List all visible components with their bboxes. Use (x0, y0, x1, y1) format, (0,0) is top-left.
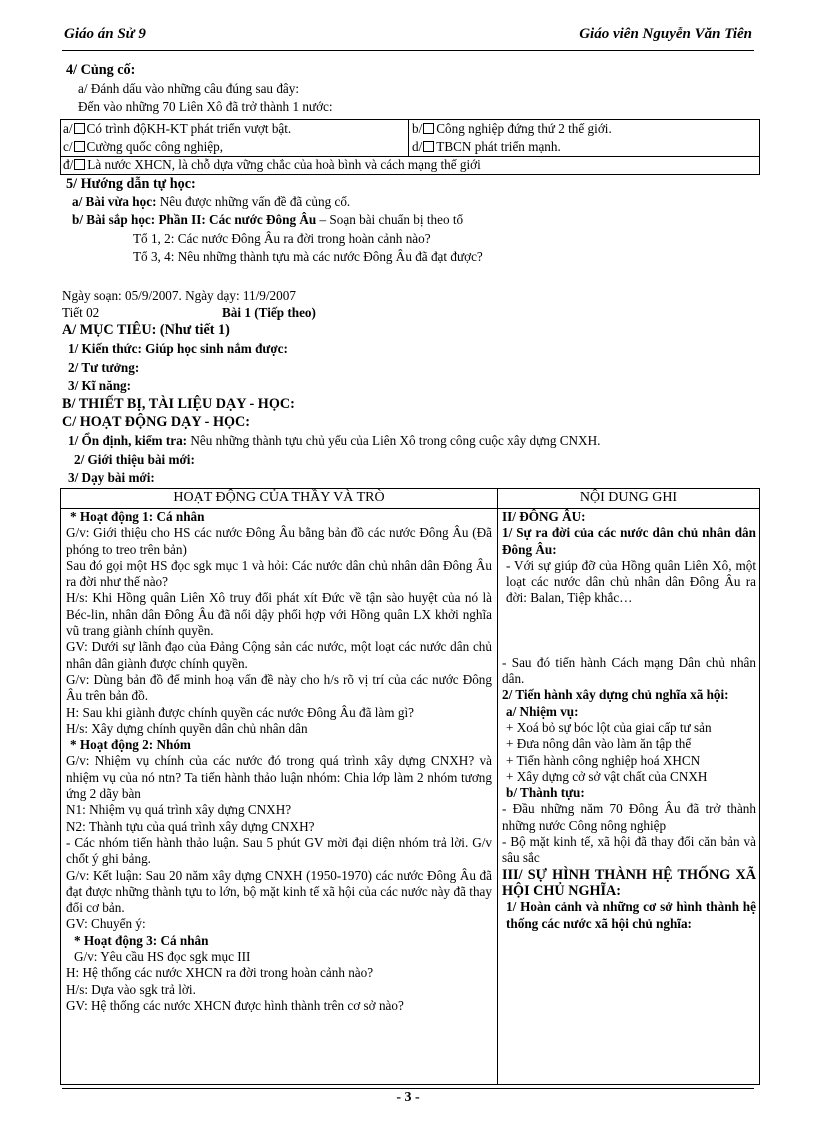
lesson-thought: 2/ Tư tưởng: (68, 360, 140, 375)
table-paragraph: G/v: Giới thiệu cho HS các nước Đông Âu bằng bản đồ các nước Đông Âu (Đã phóng to treo trên bản) (66, 525, 492, 557)
table-paragraph: G/v: Nhiệm vụ chính của các nước đó trong quá trình xây dựng CNXH? và nhiệm vụ của nó ntn? Ta tiến hành thảo luận nhóm: Chia lớp làm 2 nhóm tương ứng 2 dãy bàn (66, 753, 492, 802)
lesson-dates: Ngày soạn: 05/9/2007. Ngày dạy: 11/9/2007 (62, 288, 296, 303)
checkbox-icon[interactable] (423, 123, 434, 134)
section-heading: 2/ Tiến hành xây dựng chủ nghĩa xã hội: (502, 687, 729, 703)
table-paragraph: + Xoá bỏ sự bóc lột của giai cấp tư sản (506, 719, 712, 735)
table-paragraph: - Sau đó tiến hành Cách mạng Dân chủ nhân dân. (502, 654, 756, 687)
lesson-intro: 2/ Giới thiệu bài mới: (74, 452, 195, 467)
table-paragraph: N2: Thành tựu của quá trình xây dựng CNXH? (66, 818, 315, 834)
lesson-period: Tiết 02 (62, 305, 100, 320)
header-subject: Giáo án Sử 9 (64, 26, 146, 42)
table-paragraph: - Các nhóm tiến hành thảo luận. Sau 5 phút GV mời đại diện nhóm trả lời. G/v chốt ý ghi bảng. (66, 834, 492, 867)
section-heading: a/ Nhiệm vụ: (506, 703, 579, 719)
lesson-objectives: A/ MỤC TIÊU: (Như tiết 1) (62, 322, 230, 338)
table-paragraph: H/s: Dựa vào sgk trả lời. (66, 981, 196, 997)
option-c-text: Cường quốc công nghiệp, (86, 139, 223, 154)
option-dd-label: đ/ (63, 157, 74, 172)
table-paragraph: GV: Dưới sự lãnh đạo của Đảng Cộng sản các nước, một loạt các nước dân chủ nhân dân giành được chính quyền. (66, 639, 492, 671)
table-head-right: NỘI DUNG GHI (579, 490, 678, 505)
page-number: - 3 - (396, 1090, 420, 1105)
lesson-activities: C/ HOẠT ĐỘNG DẠY - HỌC: (62, 414, 250, 430)
option-c (63, 139, 223, 155)
table-spacer (502, 607, 756, 655)
guide-next (72, 212, 463, 228)
table-paragraph: - Đầu những năm 70 Đông Âu đã trở thành những nước Công nông nghiệp (502, 801, 756, 833)
checkbox-icon[interactable] (74, 123, 85, 134)
consolidate-instruction: a/ Đánh dấu vào những câu đúng sau đây: (78, 81, 300, 96)
table-paragraph: N1: Nhiệm vụ quá trình xây dựng CNXH? (66, 802, 292, 818)
option-a-text: Có trình độKH-KT phát triển vượt bật. (86, 121, 292, 136)
table-paragraph: G/v: Dùng bản đồ để minh hoạ vấn đề này cho h/s rõ vị trí của các nước Đông Âu trên bản đồ. (66, 671, 492, 704)
lesson-title: Bài 1 (Tiếp theo) (222, 305, 316, 320)
page-header (62, 22, 754, 51)
guide-learned (72, 194, 350, 210)
consolidate-heading: 4/ Củng cố: (66, 62, 136, 78)
lesson-teach: 3/ Dạy bài mới: (68, 470, 155, 485)
table-left-column (66, 509, 492, 1014)
table-head-left: HOẠT ĐỘNG CỦA THẦY VÀ TRÒ (173, 490, 385, 505)
footer-rule (62, 1088, 754, 1089)
guide-group1: Tổ 1, 2: Các nước Đông Âu ra đời trong hoàn cảnh nào? (133, 231, 431, 246)
table-paragraph: H/s: Xây dựng chính quyền dân chủ nhân dân (66, 720, 308, 736)
activity-heading: * Hoạt động 1: Cá nhân (70, 509, 205, 524)
table-paragraph: G/v: Yêu cầu HS đọc sgk mục III (74, 949, 251, 965)
lesson-stabilize-text: Nêu những thành tựu chủ yếu của Liên Xô trong công cuộc xây dựng CNXH. (190, 433, 601, 448)
lesson-skills: 3/ Kĩ năng: (68, 378, 132, 393)
table-right-column (502, 509, 756, 932)
table-paragraph: H: Sau khi giành được chính quyền các nước Đông Âu đã làm gì? (66, 704, 414, 720)
option-d (412, 139, 561, 155)
options-table (60, 119, 760, 175)
consolidate-stem: Đến vào những 70 Liên Xô đã trở thành 1 nước: (78, 99, 333, 114)
checkbox-icon[interactable] (74, 141, 85, 152)
lesson-stabilize-label: 1/ Ổn định, kiểm tra: (68, 433, 188, 448)
section-heading: 1/ Hoàn cảnh và những cơ sở hình thành hệ thống các nước xã hội chủ nghĩa: (506, 899, 756, 931)
option-b-text: Công nghiệp đứng thứ 2 thế giới. (436, 121, 612, 136)
table-paragraph: + Tiến hành công nghiệp hoá XHCN (506, 752, 701, 768)
option-c-label: c/ (63, 139, 73, 154)
table-paragraph: + Đưa nông dân vào làm ăn tập thể (506, 736, 692, 752)
option-d-text: TBCN phát triển mạnh. (436, 139, 561, 154)
guide-next-part: Phần II: Các nước Đông Âu (158, 212, 317, 227)
option-d-label: d/ (412, 139, 423, 154)
table-paragraph: - Với sự giúp đỡ của Hồng quân Liên Xô, một loạt các nước dân chủ nhân dân Đông Âu ra đời: Balan, Tiệp khắc… (506, 557, 756, 606)
table-paragraph: GV: Hệ thống các nước XHCN được hình thành trên cơ sở nào? (66, 997, 404, 1013)
table-paragraph: G/v: Kết luận: Sau 20 năm xây dựng CNXH (1950-1970) các nước Đông Âu đã đạt được những thành tựu to lớn, bộ mặt kinh tế xã hội của các nước này đã thay đổi cơ bản. (66, 867, 492, 916)
lesson-knowledge: 1/ Kiến thức: Giúp học sinh nắm được: (68, 341, 288, 356)
guide-heading: 5/ Hướng dẫn tự học: (66, 176, 196, 192)
section-heading: 1/ Sự ra đời của các nước dân chủ nhân dân Đông Âu: (502, 525, 756, 557)
options-divider (408, 120, 409, 156)
option-b (412, 121, 612, 137)
section-heading: II/ ĐÔNG ÂU: (502, 509, 586, 524)
option-b-label: b/ (412, 121, 423, 136)
header-teacher: Giáo viên Nguyễn Văn Tiên (579, 26, 752, 42)
lesson-equipment: B/ THIẾT BỊ, TÀI LIỆU DẠY - HỌC: (62, 396, 295, 412)
lesson-stabilize (68, 433, 600, 449)
table-paragraph: H/s: Khi Hồng quân Liên Xô truy đổi phát xít Đức về tận sào huyệt của nó là Béc-lin, nhân dân Đông Âu đã nổi dậy phối hợp với Hồng quân LX khởi nghĩa vũ trang giành chính quyền. (66, 590, 492, 639)
guide-next-text: – Soạn bài chuẩn bị theo tổ (319, 212, 464, 227)
guide-next-label: b/ Bài sắp học: (72, 212, 156, 227)
option-a (63, 121, 291, 137)
section-heading: III/ SỰ HÌNH THÀNH HỆ THỐNG XÃ HỘI CHỦ NGHĨA: (502, 866, 756, 899)
table-paragraph: GV: Chuyển ý: (66, 916, 146, 932)
table-column-divider (497, 489, 498, 1084)
table-paragraph: H: Hệ thống các nước XHCN ra đời trong hoàn cảnh nào? (66, 965, 374, 981)
table-paragraph: + Xây dựng cở sở vật chất của CNXH (506, 768, 708, 784)
option-a-label: a/ (63, 121, 73, 136)
activity-heading: * Hoạt động 3: Cá nhân (74, 932, 209, 948)
section-heading: b/ Thành tựu: (506, 785, 585, 801)
guide-learned-text: Nêu được những vấn đề đã củng cố. (159, 194, 351, 209)
option-dd-text: Là nước XHCN, là chỗ dựa vững chắc của hoà bình và cách mạng thế giới (87, 157, 481, 172)
guide-group2: Tổ 3, 4: Nêu những thành tựu mà các nước Đông Âu đã đạt được? (133, 249, 483, 264)
option-dd (63, 157, 481, 173)
table-paragraph: - Bộ mặt kinh tế, xã hội đã thay đổi căn bản và sâu sắc (502, 834, 756, 866)
checkbox-icon[interactable] (74, 159, 85, 170)
activity-heading: * Hoạt động 2: Nhóm (70, 737, 191, 753)
checkbox-icon[interactable] (423, 141, 434, 152)
table-paragraph: Sau đó gọi một HS đọc sgk mục 1 và hỏi: Các nước dân chủ nhân dân Đông Âu ra đời như thế nào? (66, 557, 492, 590)
lesson-table (60, 488, 760, 1085)
guide-learned-label: a/ Bài vừa học: (72, 194, 157, 209)
